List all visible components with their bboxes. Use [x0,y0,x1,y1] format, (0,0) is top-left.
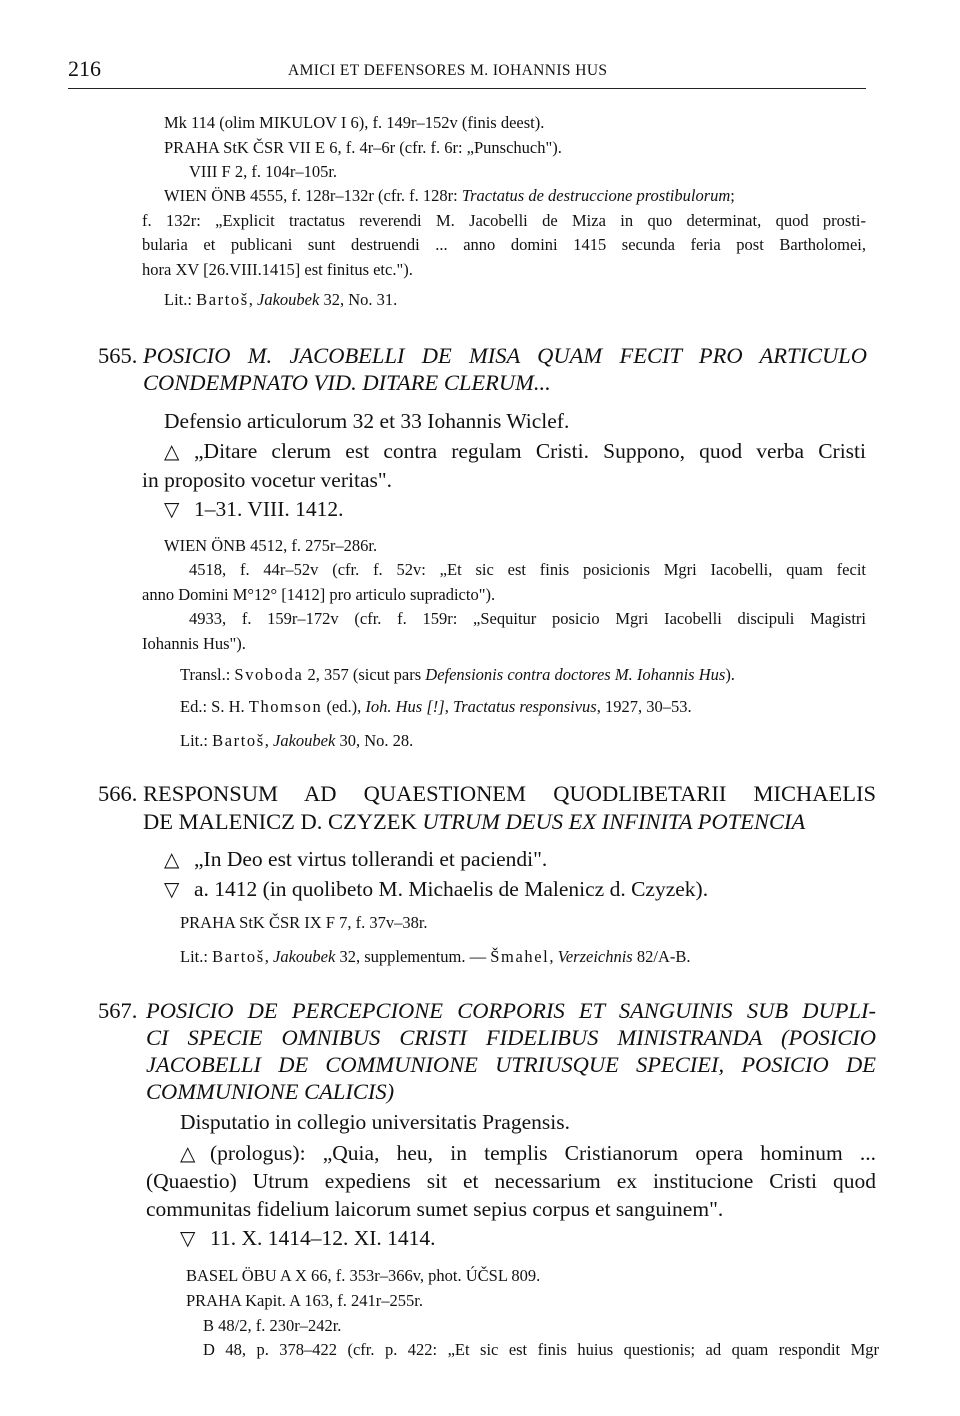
manuscript-line: 4518, f. 44r–52v (cfr. f. 52v: „Et sic est finis posicionis Mgri Iacobelli, quam fecit [189,560,866,579]
text: 32, No. 31. [319,290,398,309]
text: ). [725,665,735,684]
text: „Ditare clerum est contra regulam Cristi. Suppono, quod verba Cristi [194,439,866,463]
text: 82/A-B. [632,947,691,966]
entry-title: POSICIO DE PERCEPCIONE CORPORIS ET SANGUINIS SUB DUPLI- [146,998,876,1023]
page-number: 216 [68,56,101,81]
entry-number: 565. [98,343,138,368]
author-name: Bartoš [212,947,265,966]
work-title: Tractatus de destruccione prostibulorum [461,186,731,205]
author-name: Svoboda [234,665,304,684]
work-title: Defensionis contra doctores M. Iohannis Hus [425,665,726,684]
manuscript-line: VIII F 2, f. 104r–105r. [189,162,338,181]
translation-line [180,665,735,685]
author-name: Bartoš [212,731,265,750]
text: Lit.: [180,731,213,750]
date-triangle-icon: ▽ [164,497,180,521]
manuscript-line: f. 132r: „Explicit tractatus reverendi M. Jacobelli de Miza in quo determinat, quod prosti- [142,211,866,230]
entry-title: COMMUNIONE CALICIS) [146,1079,395,1104]
manuscript-line: D 48, p. 378–422 (cfr. p. 422: „Et sic est finis huius questionis; ad quam respondit Mgr [203,1340,879,1359]
work-title: Jakoubek [273,947,336,966]
manuscript-line: anno Domini M°12° [1412] pro articulo supradicto"). [142,585,496,604]
text: WIEN ÖNB 4555, f. 128r–132r (cfr. f. 128r: [164,186,462,205]
entry-number: 566. [98,781,138,806]
manuscript-line: PRAHA StK ČSR IX F 7, f. 37v–38r. [180,913,428,932]
manuscript-line: BASEL ÖBU A X 66, f. 353r–366v, phot. ÚČSL 809. [186,1266,541,1285]
work-title: Jakoubek [257,290,320,309]
work-title: Jakoubek [273,731,336,750]
manuscript-line: hora XV [26.VIII.1415] est finitus etc."). [142,260,413,279]
text: , [444,697,453,716]
text: (ed.), [322,697,366,716]
incipit-line [180,1141,876,1166]
incipit-line [164,439,866,464]
manuscript-line: PRAHA Kapit. A 163, f. 241r–255r. [186,1291,423,1310]
manuscript-line: Mk 114 (olim MIKULOV I 6), f. 149r–152v (finis deest). [164,113,545,132]
incipit-triangle-icon: △ [164,439,180,463]
text: Transl.: [180,665,235,684]
manuscript-line: WIEN ÖNB 4512, f. 275r–286r. [164,536,378,555]
entry-title: CONDEMPNATO VID. DITARE CLERUM... [143,370,551,395]
literature-line [164,290,397,310]
incipit-line: (Quaestio) Utrum expediens sit et necessarium ex institucione Cristi quod [146,1169,876,1193]
date-line [180,1226,436,1251]
text: , [264,947,274,966]
literature-line [180,731,413,751]
entry-title: RESPONSUM AD QUAESTIONEM QUODLIBETARII MICHAELIS [143,781,876,806]
description: Defensio articulorum 32 et 33 Iohannis Wiclef. [164,409,570,433]
incipit-line: communitas fidelium laicorum sumet sepius corpus et sanguinem". [146,1197,724,1221]
manuscript-line [164,186,735,206]
entry-title: JACOBELLI DE COMMUNIONE UTRIUSQUE SPECIEI, POSICIO DE [146,1052,876,1077]
text: Lit.: [164,290,197,309]
literature-line [180,947,690,967]
entry-title: CI SPECIE OMNIBUS CRISTI FIDELIBUS MINISTRANDA (POSICIO [146,1025,876,1050]
manuscript-line: B 48/2, f. 230r–242r. [203,1316,342,1335]
question-title: UTRUM DEUS EX INFINITA POTENCIA [422,809,806,834]
text: Lit.: [180,947,213,966]
text: 2, 357 (sicut pars [303,665,426,684]
text: Ed.: S. H. [180,697,249,716]
incipit-line [164,847,547,872]
author-name: Bartoš [196,290,249,309]
text: DE MALENICZ D. CZYZEK [143,809,423,834]
date-line [164,497,344,522]
text: „In Deo est virtus tollerandi et paciendi". [194,847,548,871]
running-header [68,56,866,89]
running-title: AMICI ET DEFENSORES M. IOHANNIS HUS [288,62,608,79]
date-triangle-icon: ▽ [164,877,180,901]
manuscript-line: PRAHA StK ČSR VII E 6, f. 4r–6r (cfr. f. 6r: „Punschuch"). [164,138,562,157]
text: 30, No. 28. [335,731,414,750]
work-title: Ioh. Hus [!] [365,697,445,716]
date-triangle-icon: ▽ [180,1226,196,1250]
text: ; [730,186,735,205]
entry-title [143,809,805,835]
text: 32, supplementum. — [335,947,491,966]
entry-title: POSICIO M. JACOBELLI DE MISA QUAM FECIT PRO ARTICULO [143,343,867,368]
incipit-triangle-icon: △ [164,847,180,871]
text: 11. X. 1414–12. XI. 1414. [210,1226,436,1250]
entry-number: 567. [98,998,138,1023]
text: 1–31. VIII. 1412. [194,497,344,521]
incipit-line: in proposito vocetur veritas". [142,468,393,492]
author-name: Šmahel [490,947,550,966]
incipit-triangle-icon: △ [180,1141,196,1165]
text: , [264,731,274,750]
manuscript-line: bularia et publicani sunt destruendi ... anno domini 1415 secunda feria post Bartholomei, [142,235,866,254]
edition-line [180,697,692,717]
manuscript-line: 4933, f. 159r–172v (cfr. f. 159r: „Sequitur posicio Mgri Iacobelli discipuli Magistri [189,609,866,628]
date-line [164,877,708,902]
text: , [248,290,258,309]
text: , 1927, 30–53. [596,697,692,716]
text: (prologus): „Quia, heu, in templis Cristianorum opera hominum ... [210,1141,876,1165]
manuscript-line: Iohannis Hus"). [142,634,246,653]
work-title: Tractatus responsivus [452,697,597,716]
author-name: Thomson [248,697,323,716]
text: , [549,947,558,966]
work-title: Verzeichnis [557,947,633,966]
text: a. 1412 (in quolibeto M. Michaelis de Malenicz d. Czyzek). [194,877,709,901]
description: Disputatio in collegio universitatis Pragensis. [180,1110,570,1134]
